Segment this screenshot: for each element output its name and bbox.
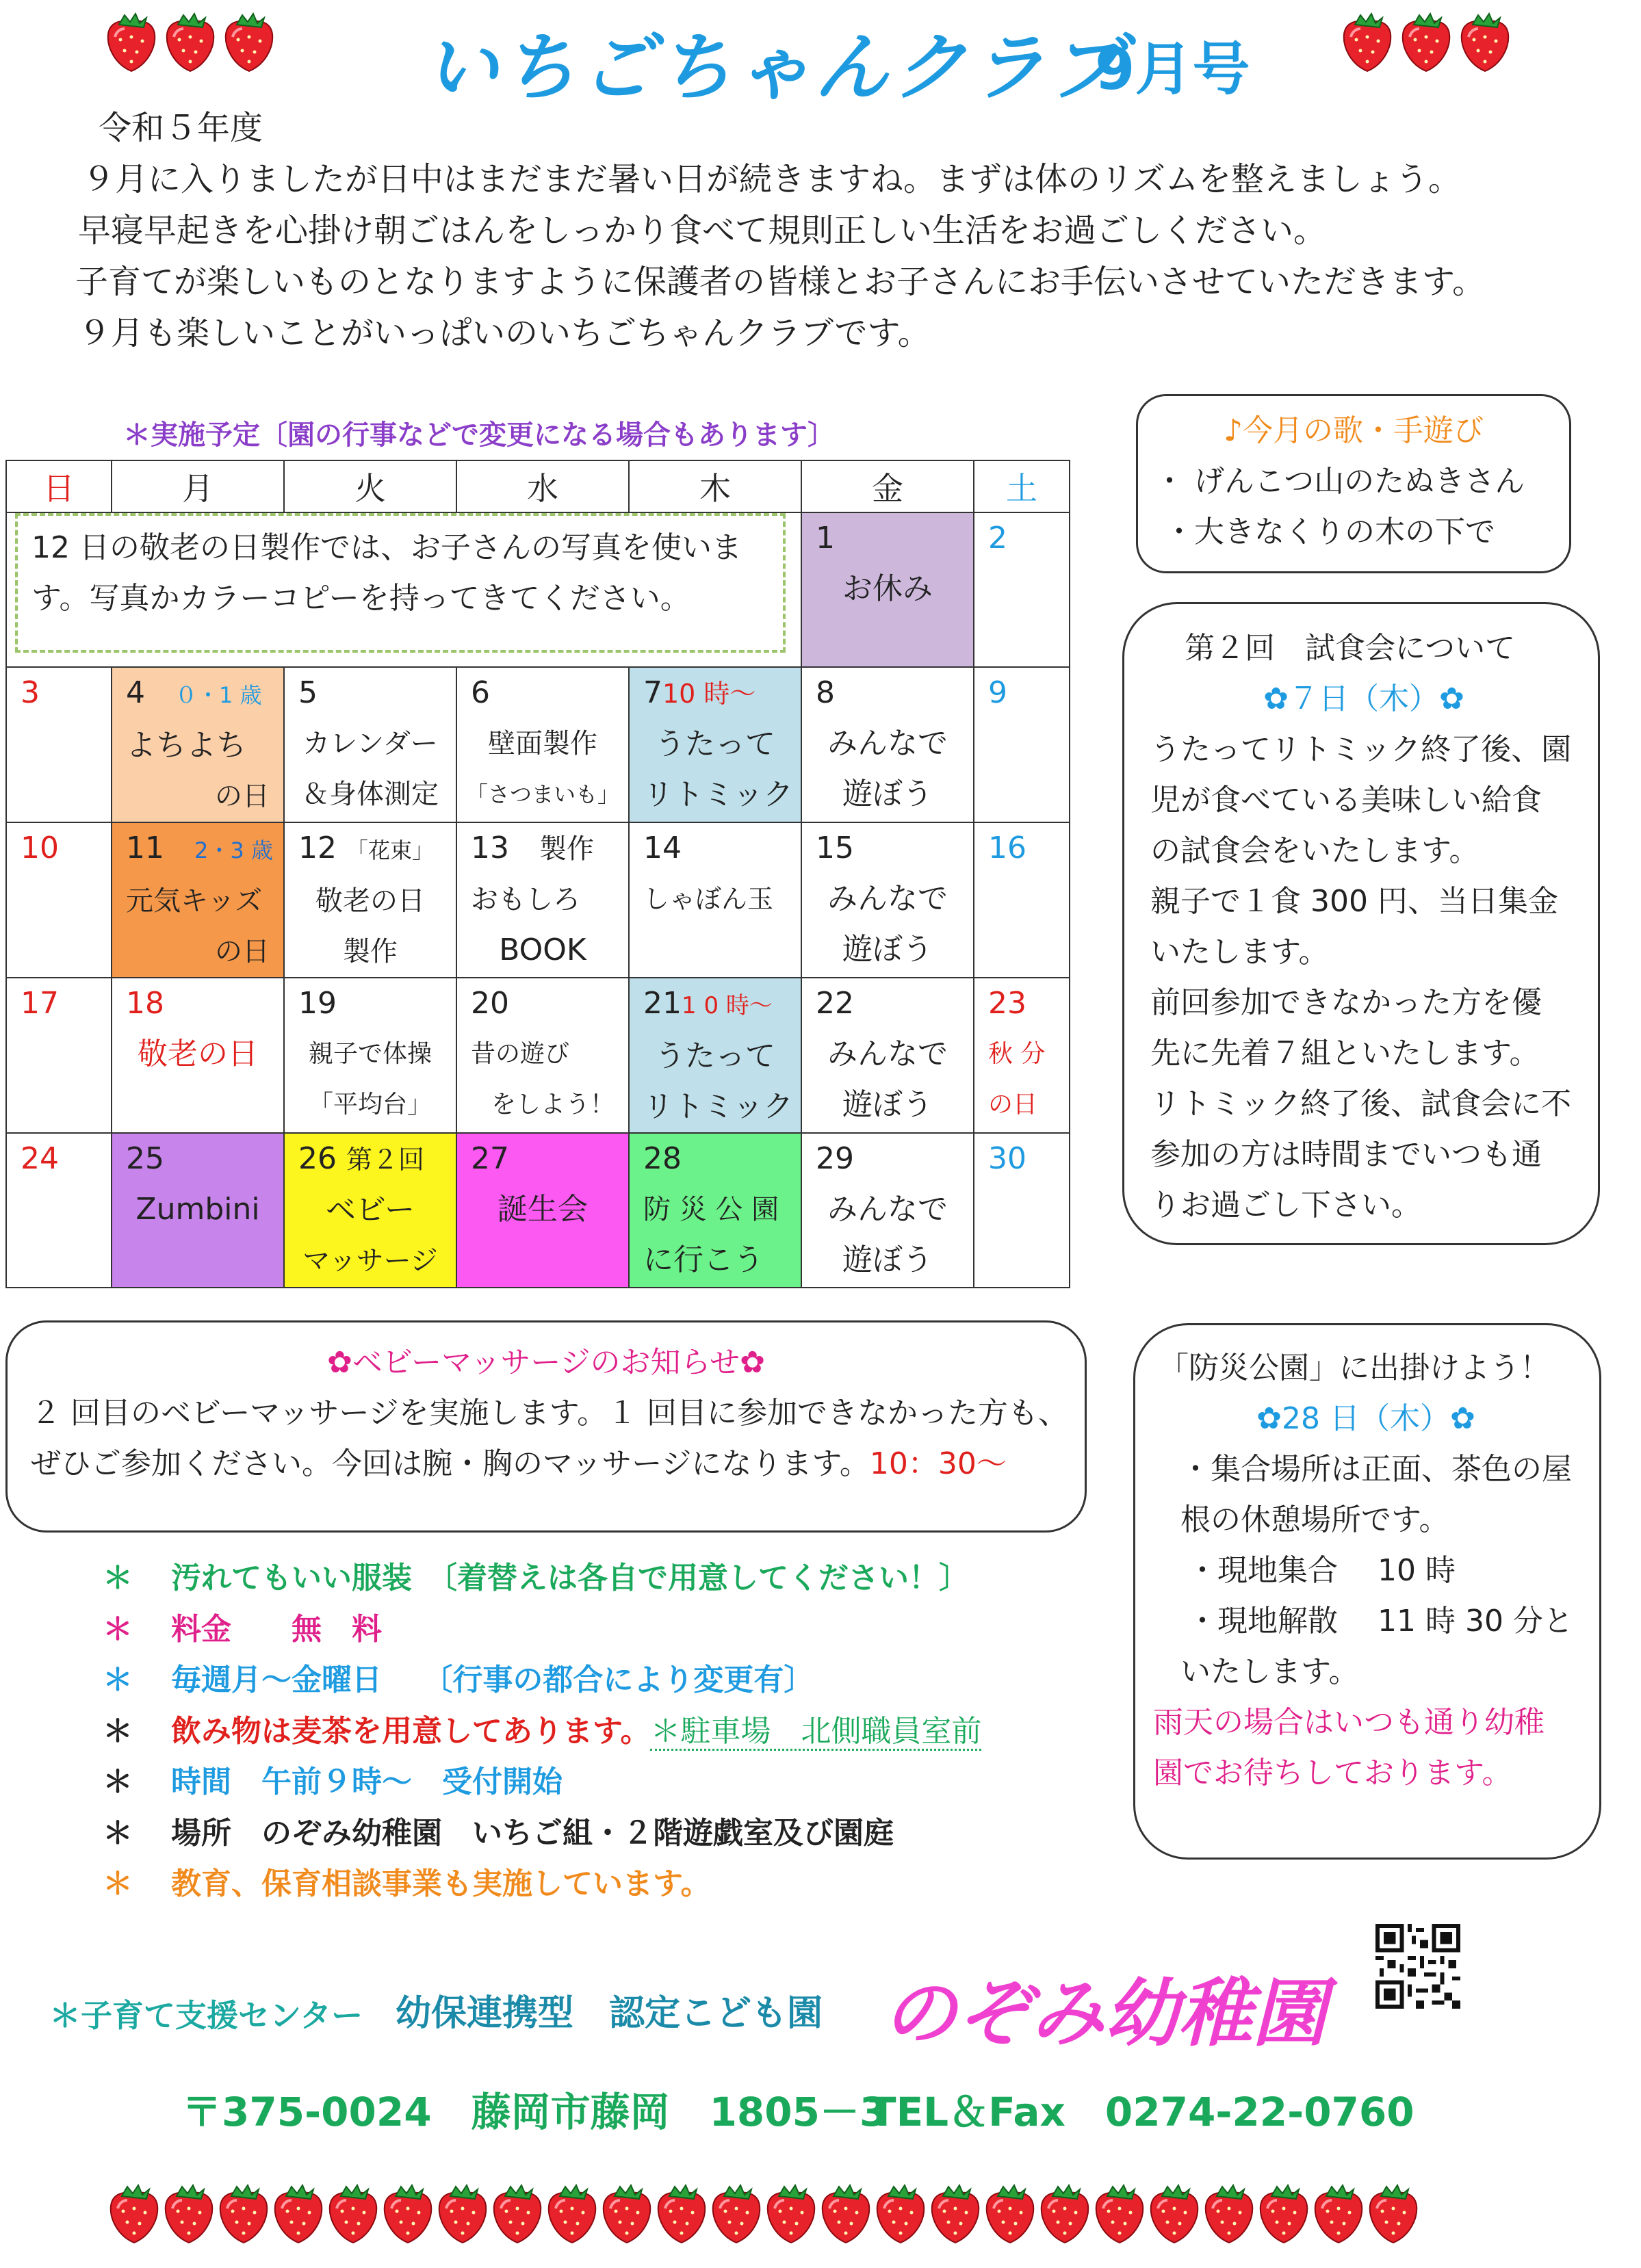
note-line: 12 日の敬老の日製作では、お子さんの写真を使いま	[31, 530, 742, 565]
schedule-title: ＊実施予定〔園の行事などで変更になる場合もあります〕	[123, 419, 835, 451]
day-number: 24	[21, 1141, 59, 1176]
time-tag: 1 0 時～	[682, 992, 773, 1019]
song-item: ・大きなくりの木の下で	[1164, 514, 1495, 549]
day-cell	[456, 1133, 629, 1288]
day-number: 17	[21, 986, 59, 1021]
day-cell	[629, 1133, 801, 1288]
weekday-tue: 火	[284, 460, 456, 512]
day-number: 16	[988, 831, 1026, 865]
tasting-line: 先に先着７組といたします。	[1150, 1036, 1540, 1071]
day-number: 14	[643, 831, 682, 865]
strawberry-icon	[491, 2181, 543, 2244]
strawberry-icon	[437, 2181, 489, 2244]
day-cell	[456, 667, 629, 822]
strawberry-icon	[656, 2181, 708, 2244]
note-line: す。写真かカラーコピーを持ってきてください。	[31, 581, 690, 616]
day-event: 親子で体操	[308, 1040, 432, 1068]
day-event: おもしろ	[471, 884, 580, 915]
massage-title: ✿ベビーマッサージのお知らせ✿	[326, 1345, 765, 1380]
strawberry-icon	[546, 2181, 598, 2244]
day-number: 3	[21, 675, 40, 710]
day-number: 11	[126, 831, 164, 865]
strawberry-icon	[929, 2181, 981, 2244]
day-event: の日	[988, 1091, 1038, 1119]
day-cell	[284, 1133, 456, 1288]
tasting-line: 前回参加できなかった方を優	[1150, 985, 1542, 1020]
day-cell	[6, 978, 112, 1133]
day-cell	[112, 1133, 284, 1288]
day-event: ＆身体測定	[302, 779, 439, 810]
day-number: 9	[988, 675, 1007, 710]
day-number: 29	[816, 1141, 854, 1176]
day-event: 防 災 公 園	[643, 1194, 779, 1225]
day-number: 12	[298, 831, 337, 865]
park-line: ・現地集合 10 時	[1187, 1553, 1456, 1588]
info-item: ＊ 飲み物は麦茶を用意してあります。＊駐車場 北側職員室前	[103, 1706, 981, 1758]
day-event: の日	[215, 936, 270, 967]
event-tag: 製作	[539, 833, 594, 865]
day-cell	[629, 822, 801, 978]
day-number: 15	[816, 831, 854, 865]
day-cell	[6, 822, 112, 978]
strawberry-icon	[327, 2181, 379, 2244]
day-number: 8	[816, 675, 835, 710]
day-number: 7	[643, 675, 662, 710]
event-tag: 「花束」	[346, 837, 435, 863]
day-event: お休み	[842, 571, 933, 606]
tasting-line: うたってリトミック終了後、園	[1150, 732, 1572, 767]
day-event: リトミック	[643, 777, 794, 812]
day-event: うたって	[655, 727, 775, 761]
support-center: ＊子育て支援センター	[49, 1997, 363, 2034]
intro-line: 早寝早起きを心掛け朝ごはんをしっかり食べて規則正しい生活をお過ごしください。	[78, 211, 1327, 250]
intro-line: ９月に入りましたが日中はまだまだ暑い日が続きますね。まずは体のリズムを整えましょう。	[82, 160, 1462, 198]
tasting-line: 親子で１食 300 円、当日集金	[1150, 884, 1558, 919]
info-item: ＊ 汚れてもいい服装 〔着替えは各自で用意してください！〕	[103, 1561, 969, 1595]
day-event: Zumbini	[135, 1192, 260, 1227]
tasting-line: 児が食べている美味しい給食	[1150, 783, 1542, 818]
weekday-sun: 日	[6, 460, 112, 512]
qr-code-icon	[1375, 1924, 1460, 2009]
day-event: 遊ぼう	[842, 1242, 933, 1277]
day-cell	[801, 978, 974, 1133]
day-number: 4	[126, 675, 145, 710]
day-cell	[629, 667, 801, 822]
age-tag: 2・3 歳	[194, 837, 273, 863]
time-tag: 10 時～	[662, 679, 756, 709]
day-number: 22	[816, 986, 854, 1021]
day-event: 壁面製作	[488, 728, 597, 759]
day-cell	[801, 822, 974, 978]
week-row	[6, 667, 1070, 822]
strawberry-icon	[382, 2181, 434, 2244]
day-number: 25	[126, 1141, 164, 1176]
day-event: 遊ぼう	[842, 777, 933, 811]
songs-title: ♪今月の歌・手遊び	[1223, 413, 1484, 448]
songs-box	[1136, 394, 1571, 573]
day-event: リトミック	[643, 1089, 794, 1124]
intro	[75, 103, 1485, 359]
day-cell	[974, 1133, 1070, 1288]
day-event: 製作	[343, 936, 398, 967]
park-rain: 園でお待ちしております。	[1153, 1756, 1512, 1790]
day-number: 10	[21, 831, 59, 865]
day-cell	[974, 978, 1070, 1133]
weekday-fri: 金	[801, 460, 974, 512]
strawberry-icon	[875, 2181, 927, 2244]
strawberry-icon	[164, 10, 216, 73]
age-tag: ０・1 歳	[175, 682, 262, 708]
week-row	[6, 1133, 1070, 1288]
weekday-sat: 土	[974, 460, 1070, 512]
day-event: 敬老の日	[138, 1037, 258, 1071]
day-event: みんなで	[827, 1192, 948, 1227]
massage-line: ぜひご参加ください。今回は腕・胸のマッサージになります。	[31, 1446, 870, 1481]
day-number: 5	[298, 675, 318, 710]
strawberry-icon	[163, 2181, 215, 2244]
day-event: をしよう！	[491, 1091, 615, 1119]
day-cell	[284, 667, 456, 822]
day-number: 30	[988, 1141, 1026, 1176]
day-number: 20	[471, 986, 509, 1021]
strawberry-icon	[1313, 2181, 1365, 2244]
day-cell	[629, 978, 801, 1133]
day-event: 昔の遊び	[471, 1040, 570, 1068]
info-item: ＊ 料金 無 料	[103, 1611, 382, 1647]
day-number: 13	[471, 831, 509, 865]
tel-fax: TEL＆Fax 0274-22-0760	[869, 2089, 1414, 2135]
strawberry-icon	[272, 2181, 324, 2244]
day-number: 23	[988, 986, 1026, 1021]
song-item: ・ げんこつ山のたぬきさん	[1154, 464, 1525, 499]
event-tag: 第２回	[346, 1145, 425, 1175]
day-event: 誕生会	[498, 1192, 588, 1227]
day-number: 1	[816, 521, 835, 556]
day-cell	[801, 667, 974, 822]
address: 〒375-0024 藤岡市藤岡 1805－3	[182, 2089, 888, 2135]
day-event: ベビー	[325, 1192, 415, 1227]
day-cell	[974, 512, 1070, 667]
day-event: 秋 分	[988, 1040, 1046, 1068]
day-cell	[801, 1133, 974, 1288]
day-cell	[801, 512, 974, 667]
day-cell	[6, 1133, 112, 1288]
weekday-header	[6, 460, 1070, 512]
day-event: 元気キッズ	[126, 885, 263, 917]
weekday-wed: 水	[456, 460, 629, 512]
day-event: 「さつまいも」	[465, 781, 619, 807]
strawberry-icon	[223, 10, 275, 73]
strawberry-row	[108, 2181, 1477, 2250]
day-cell	[456, 822, 629, 978]
massage-time: 10：30～	[869, 1446, 1007, 1481]
day-event: みんなで	[827, 1037, 948, 1071]
week-row	[6, 822, 1070, 978]
school-name: のぞみ幼稚園	[883, 1971, 1327, 2057]
intro-year: 令和５年度	[99, 109, 263, 147]
park-line: いたします。	[1180, 1654, 1359, 1689]
park-rain: 雨天の場合はいつも通り幼稚	[1153, 1705, 1545, 1740]
weekday-thu: 木	[629, 460, 801, 512]
strawberry-icon	[820, 2181, 872, 2244]
intro-line: ９月も楽しいことがいっぱいのいちごちゃんクラブです。	[78, 314, 931, 352]
strawberry-icon	[601, 2181, 653, 2244]
day-event: 遊ぼう	[842, 1087, 933, 1122]
massage-line: ２ 回目のベビーマッサージを実施します。１ 回目に参加できなかった方も、	[31, 1396, 1069, 1431]
day-event: 敬老の日	[315, 885, 425, 917]
tasting-date: ✿７日（木）✿	[1263, 681, 1464, 716]
calendar-note	[15, 513, 786, 653]
intro-line: 子育てが楽しいものとなりますように保護者の皆様とお子さんにお手伝いさせていただきます。	[75, 263, 1486, 301]
day-cell	[974, 667, 1070, 822]
day-number: 6	[471, 675, 490, 710]
tasting-box	[1122, 602, 1600, 1245]
day-cell	[974, 822, 1070, 978]
day-cell	[112, 822, 284, 978]
info-item: ＊ 教育、保育相談事業も実施しています。	[103, 1866, 711, 1901]
day-number: 18	[126, 986, 164, 1021]
park-title: 「防災公園」に出掛けよう！	[1159, 1351, 1550, 1385]
day-cell	[6, 667, 112, 822]
school-type: 幼保連携型 認定こども園	[396, 1993, 823, 2034]
day-event: 「平均台」	[308, 1091, 432, 1119]
day-event: BOOK	[499, 933, 586, 967]
day-number: 28	[643, 1141, 682, 1176]
day-cell	[112, 978, 284, 1133]
strawberry-icon	[1148, 2181, 1200, 2244]
tasting-line: の試食会をいたします。	[1150, 833, 1480, 868]
strawberry-icon	[108, 2181, 160, 2244]
strawberry-icon	[1459, 10, 1511, 73]
day-event: カレンダー	[302, 728, 438, 759]
page-title: いちごちゃんクラブ	[424, 25, 1127, 111]
weekday-mon: 月	[112, 460, 284, 512]
day-event: うたって	[655, 1039, 775, 1073]
week-row	[6, 978, 1070, 1133]
day-number: 2	[988, 521, 1007, 556]
day-event: みんなで	[827, 881, 948, 916]
strawberry-icon	[710, 2181, 762, 2244]
park-line: 根の休憩場所です。	[1180, 1502, 1449, 1537]
strawberry-icon	[1258, 2181, 1310, 2244]
massage-box	[5, 1320, 1087, 1533]
day-number: 19	[298, 986, 337, 1021]
day-event: 遊ぼう	[842, 932, 933, 967]
strawberry-icon	[218, 2181, 270, 2244]
strawberry-icon	[1039, 2181, 1091, 2244]
park-line: ・現地解散 11 時 30 分と	[1187, 1604, 1573, 1639]
day-cell	[112, 667, 284, 822]
day-cell	[284, 978, 456, 1133]
day-event: よちよち	[126, 728, 246, 763]
day-event: しゃぼん玉	[643, 884, 774, 914]
tasting-title: 第２回 試食会について	[1185, 631, 1516, 666]
day-event: の日	[215, 781, 270, 812]
day-event: に行こう	[643, 1242, 764, 1277]
day-number: 26	[298, 1141, 337, 1176]
strawberry-icon	[1400, 10, 1452, 73]
strawberry-icon	[1203, 2181, 1255, 2244]
day-event: マッサージ	[302, 1245, 438, 1277]
strawberry-icon	[1367, 2181, 1419, 2244]
day-number: 21	[643, 986, 682, 1021]
info-item: ＊ 毎週月～金曜日 〔行事の都合により変更有〕	[103, 1663, 814, 1697]
strawberry-icon	[1094, 2181, 1146, 2244]
strawberry-icon	[105, 10, 157, 73]
day-cell	[456, 978, 629, 1133]
tasting-line: いたします。	[1150, 935, 1329, 969]
park-line: ・集合場所は正面、茶色の屋	[1180, 1452, 1572, 1487]
tasting-line: リトミック終了後、試食会に不	[1150, 1086, 1572, 1121]
day-cell	[284, 822, 456, 978]
tasting-line: りお過ごし下さい。	[1150, 1188, 1421, 1223]
park-box	[1133, 1323, 1601, 1860]
info-item: ＊ 場所 のぞみ幼稚園 いちご組・２階遊戯室及び園庭	[103, 1815, 894, 1851]
issue-label: 9月号	[1095, 36, 1250, 103]
day-number: 27	[471, 1141, 509, 1176]
parking-note: ＊駐車場 北側職員室前	[650, 1714, 981, 1751]
info-list	[103, 1553, 981, 1910]
strawberry-icon	[765, 2181, 817, 2244]
day-event: みんなで	[827, 726, 948, 761]
strawberry-icon	[1341, 10, 1393, 73]
strawberry-icon	[984, 2181, 1036, 2244]
info-item: ＊ 時間 午前９時～ 受付開始	[103, 1764, 563, 1799]
tasting-line: 参加の方は時間までいつも通	[1150, 1137, 1542, 1172]
park-date: ✿28 日（木）✿	[1256, 1401, 1475, 1436]
